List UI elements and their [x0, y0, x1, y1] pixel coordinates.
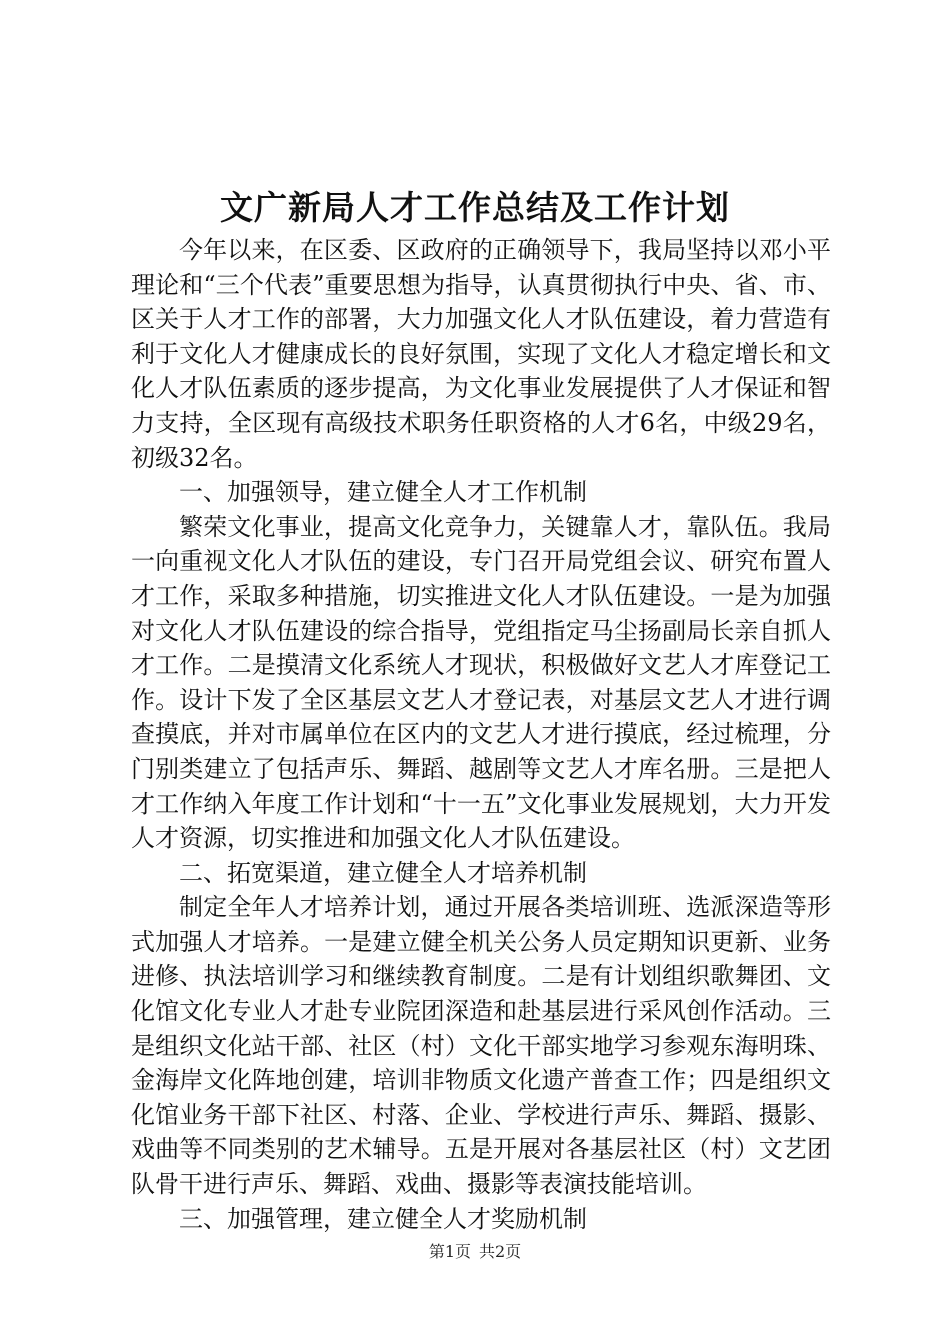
document-body [131, 233, 831, 1236]
page-footer [0, 1240, 950, 1264]
section-heading-1: 一、加强领导，建立健全人才工作机制 [179, 478, 587, 507]
section-2-paragraph: 制定全年人才培养计划，通过开展各类培训班、选派深造等形式加强人才培养。一是建立健全机关公务人员定期知识更新、业务进修、执法培训学习和继续教育制度。二是有计划组织歌舞团、文化馆文化专业人才赴专业院团深造和赴基层进行采风创作活动。三是组织文化站干部、社区（村）文化干部实地学习参观东海明珠、金海岸文化阵地创建，培训非物质文化遗产普查工作；四是组织文化馆业务干部下社区、村落、企业、学校进行声乐、舞蹈、摄影、戏曲等不同类别的艺术辅导。五是开展对各基层社区（村）文艺团队骨干进行声乐、舞蹈、戏曲、摄影等表演技能培训。 [131, 893, 831, 1199]
page-total: 共2页 [479, 1242, 522, 1261]
section-heading-2: 二、拓宽渠道，建立健全人才培养机制 [179, 858, 587, 887]
page-number: 第1页 [428, 1242, 471, 1261]
document-title: 文广新局人才工作总结及工作计划 [220, 188, 730, 227]
section-1-paragraph: 繁荣文化事业，提高文化竞争力，关键靠人才，靠队伍。我局一向重视文化人才队伍的建设，专门召开局党组会议、研究布置人才工作，采取多种措施，切实推进文化人才队伍建设。一是为加强对文化人才队伍建设的综合指导，党组指定马尘扬副局长亲自抓人才工作。二是摸清文化系统人才现状，积极做好文艺人才库登记工作。设计下发了全区基层文艺人才登记表，对基层文艺人才进行调查摸底，并对市属单位在区内的文艺人才进行摸底，经过梳理，分门别类建立了包括声乐、舞蹈、越剧等文艺人才库名册。三是把人才工作纳入年度工作计划和“十一五”文化事业发展规划，大力开发人才资源，切实推进和加强文化人才队伍建设。 [131, 512, 831, 853]
intro-paragraph: 今年以来，在区委、区政府的正确领导下，我局坚持以邓小平理论和“三个代表”重要思想为指导，认真贯彻执行中央、省、市、区关于人才工作的部署，大力加强文化人才队伍建设，着力营造有利于文化人才健康成长的良好氛围，实现了文化人才稳定增长和文化人才队伍素质的逐步提高，为文化事业发展提供了人才保证和智力支持，全区现有高级技术职务任职资格的人才6名，中级29名，初级32名。 [131, 236, 831, 472]
section-heading-3: 三、加强管理，建立健全人才奖励机制 [179, 1204, 587, 1233]
